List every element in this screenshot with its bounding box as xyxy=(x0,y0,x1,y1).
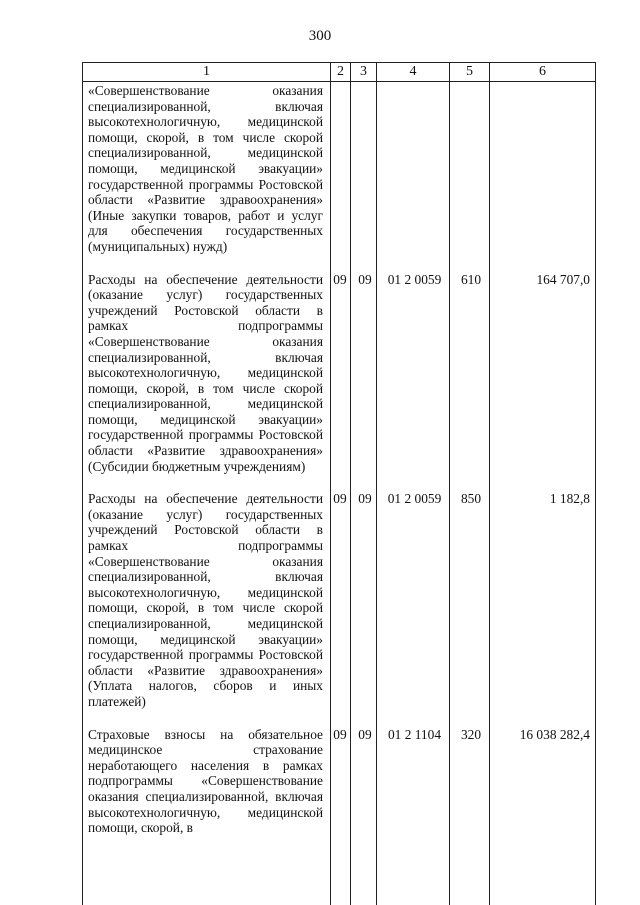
row-subsection: 09 xyxy=(358,271,372,287)
header-col-2: 2 xyxy=(331,63,351,81)
row-subsection: 09 xyxy=(358,726,372,742)
row-description: Расходы на обеспечение деятельности (оказание услуг) государственных учреждений Ростовской области в рамках подпрограммы «Совершенствование оказания специализированной, включая высокотехнологичную, медицинской помощи, скорой, в том числе скорой специализированной, медицинской помощи, медицинской эвакуации» государственной программы Ростовской области «Развитие здравоохранения» (Уплата налогов, сборов и иных платежей) xyxy=(88,491,323,709)
row-subsection: 09 xyxy=(358,491,372,507)
header-col-4: 4 xyxy=(377,63,450,81)
table-row xyxy=(82,83,596,255)
header-col-3: 3 xyxy=(351,63,377,81)
row-amount: 16 038 282,4 xyxy=(519,726,590,742)
row-description: «Совершенствование оказания специализированной, включая высокотехнологичную, медицинской помощи, скорой, в том числе скорой специализированной, медицинской помощи, медицинской эвакуации» государственной программы Ростовской области «Развитие здравоохранения» (Иные закупки товаров, работ и услуг для обеспечения государственных (муниципальных) нужд) xyxy=(88,83,323,254)
row-description: Страховые взносы на обязательное медицинское страхование неработающего населения в рамках подпрограммы «Совершенствование оказания специализированной, включая высокотехнологичную, медицинской помощи, скорой, в xyxy=(88,726,323,836)
table-row xyxy=(82,727,596,836)
row-target-code: 01 2 1104 xyxy=(387,726,442,742)
row-description: Расходы на обеспечение деятельности (оказание услуг) государственных учреждений Ростовской области в рамках подпрограммы «Совершенствование оказания специализированной, включая высокотехнологичную, медицинской помощи, скорой, в том числе скорой специализированной, медицинской помощи, медицинской эвакуации» государственной программы Ростовской области «Развитие здравоохранения» (Субсидии бюджетным учреждениям) xyxy=(88,271,323,474)
header-col-1: 1 xyxy=(83,63,331,81)
header-col-5: 5 xyxy=(450,63,490,81)
page-number: 300 xyxy=(308,28,332,44)
table-body xyxy=(82,83,596,836)
table-row xyxy=(82,491,596,709)
row-amount: 1 182,8 xyxy=(549,491,590,507)
row-section: 09 xyxy=(333,491,347,507)
row-expense-type: 610 xyxy=(460,271,482,287)
table-row xyxy=(82,272,596,475)
row-expense-type: 850 xyxy=(460,491,482,507)
row-target-code: 01 2 0059 xyxy=(387,491,442,507)
row-target-code: 01 2 0059 xyxy=(387,271,442,287)
table-header xyxy=(82,62,596,82)
row-expense-type: 320 xyxy=(460,726,482,742)
row-section: 09 xyxy=(333,726,347,742)
header-col-6: 6 xyxy=(539,64,546,79)
row-amount: 164 707,0 xyxy=(536,271,590,287)
row-section: 09 xyxy=(333,271,347,287)
